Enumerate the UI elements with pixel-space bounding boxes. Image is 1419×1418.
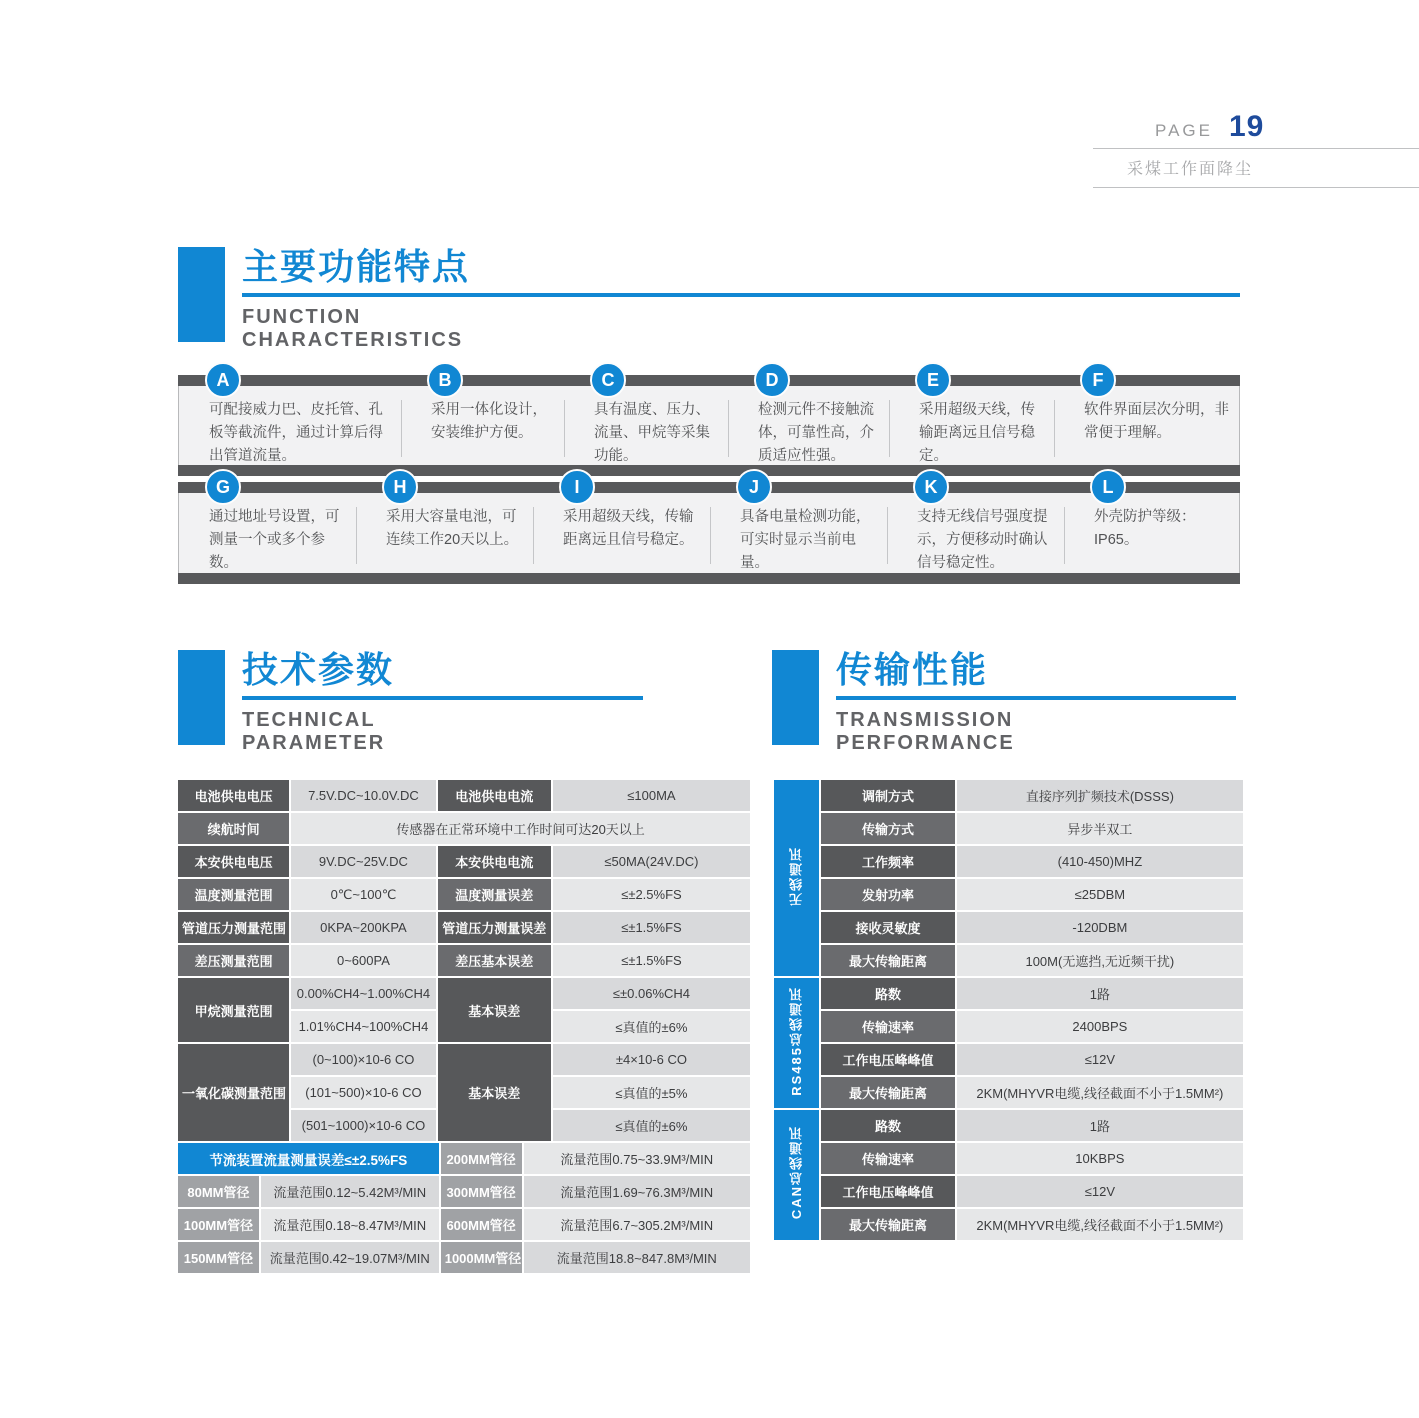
table-cell-label: 本安供电电压 <box>178 846 289 877</box>
feature-text: 通过地址号设置，可测量一个或多个参数。 <box>209 509 340 572</box>
section-accent-square <box>772 650 819 745</box>
table-cell-mid: 80MM管径 <box>178 1176 259 1207</box>
table-cell-value: ≤真值的±6% <box>553 1110 750 1141</box>
table-cell-label: 发射功率 <box>821 879 955 910</box>
table-row <box>178 912 750 943</box>
feature-card-b <box>401 369 564 469</box>
table-cell-value: 2400BPS <box>957 1011 1243 1042</box>
feature-card-h <box>356 476 533 576</box>
table-cell-mid: 300MM管径 <box>441 1176 522 1207</box>
feature-text: 软件界面层次分明，非常便于理解。 <box>1084 402 1229 442</box>
section-underline <box>836 696 1236 700</box>
table-cell-value: (0~100)×10-6 CO <box>291 1044 436 1075</box>
section-underline <box>242 293 1240 297</box>
feature-card-j <box>710 476 887 576</box>
table-cell-label: 管道压力测量误差 <box>438 912 551 943</box>
feature-card-l <box>1064 476 1241 576</box>
table-cell-label: 传输方式 <box>821 813 955 844</box>
vertical-group-text: 无线通讯 <box>789 845 805 906</box>
feature-row-1 <box>178 369 1240 476</box>
section-subtitle-line2: CHARACTERISTICS <box>242 328 464 351</box>
feature-badge: K <box>913 469 949 505</box>
section-subtitle <box>242 306 1240 352</box>
table-cell-value: ≤50MA(24V.DC) <box>553 846 750 877</box>
table-cell-value: ≤真值的±6% <box>553 1011 750 1042</box>
table-row <box>178 780 750 811</box>
table-row <box>178 1143 750 1174</box>
table-cell-value: ±4×10-6 CO <box>553 1044 750 1075</box>
section-header-technical <box>178 650 648 755</box>
section-subtitle-line2: PARAMETER <box>242 731 386 754</box>
page-number: 19 <box>1228 110 1265 143</box>
table-row <box>178 879 750 910</box>
table-cell-value: ≤±1.5%FS <box>553 945 750 976</box>
feature-text: 采用超级天线，传输距离远且信号稳定。 <box>563 509 694 549</box>
table-cell-value: ≤±2.5%FS <box>553 879 750 910</box>
table-row <box>774 813 1243 844</box>
page-label: PAGE <box>1155 121 1213 140</box>
table-row <box>774 1077 1243 1108</box>
table-cell-label: 传输速率 <box>821 1011 955 1042</box>
table-cell-label: 路数 <box>821 978 955 1009</box>
table-cell-value: 7.5V.DC~10.0V.DC <box>291 780 436 811</box>
feature-text: 采用一体化设计，安装维护方便。 <box>431 402 547 442</box>
table-cell-label: 基本误差 <box>438 978 551 1042</box>
table-cell-label: 一氧化碳测量范围 <box>178 1044 289 1141</box>
page-number-row <box>1093 110 1419 146</box>
section-subtitle <box>242 709 648 755</box>
table-group-label <box>774 978 819 1108</box>
feature-text: 外壳防护等级：IP65。 <box>1094 509 1196 549</box>
table-cell-label: 工作电压峰峰值 <box>821 1176 955 1207</box>
table-cell-value: ≤±1.5%FS <box>553 912 750 943</box>
feature-card-c <box>564 369 728 469</box>
table-cell-label: 传输速率 <box>821 1143 955 1174</box>
table-cell-value: ≤100MA <box>553 780 750 811</box>
feature-card-i <box>533 476 710 576</box>
table-cell-label: 管道压力测量范围 <box>178 912 289 943</box>
feature-card-a <box>179 369 401 469</box>
table-cell-value: ≤12V <box>957 1044 1243 1075</box>
table-cell-mid: 200MM管径 <box>441 1143 522 1174</box>
feature-text: 检测元件不接触流体，可靠性高，介质适应性强。 <box>758 402 874 465</box>
transmission-table <box>772 778 1245 1242</box>
section-subtitle-line1: TRANSMISSION <box>836 708 1014 731</box>
vertical-group-text: CAN总线通讯 <box>789 1125 805 1220</box>
table-cell-label: 差压测量范围 <box>178 945 289 976</box>
feature-card-e <box>889 369 1054 469</box>
table-cell-value: 0.00%CH4~1.00%CH4 <box>291 978 436 1009</box>
table-cell-value: 100M(无遮挡,无近频干扰) <box>957 945 1243 976</box>
section-title: 主要功能特点 <box>242 246 471 287</box>
table-cell-value: 10KBPS <box>957 1143 1243 1174</box>
table-cell-value: 1路 <box>957 978 1243 1009</box>
feature-badge: L <box>1090 469 1126 505</box>
table-row <box>774 846 1243 877</box>
section-title: 传输性能 <box>836 649 989 690</box>
table-cell-value: 0℃~100℃ <box>291 879 436 910</box>
section-header-function <box>178 247 1240 352</box>
feature-badge: F <box>1080 362 1116 398</box>
table-cell-value: 流量范围18.8~847.8M³/MIN <box>524 1242 750 1273</box>
feature-card-f <box>1054 369 1241 469</box>
table-row <box>178 978 750 1009</box>
table-cell-value: 传感器在正常环境中工作时间可达20天以上 <box>291 813 750 844</box>
feature-badge: H <box>382 469 418 505</box>
table-cell-label: 本安供电电流 <box>438 846 551 877</box>
feature-grid <box>178 369 1240 465</box>
table-cell-value: -120DBM <box>957 912 1243 943</box>
table-cell-mid: 1000MM管径 <box>441 1242 522 1273</box>
table-row <box>774 1011 1243 1042</box>
table-cell-label: 最大传输距离 <box>821 945 955 976</box>
table-row <box>774 912 1243 943</box>
table-cell-mid: 150MM管径 <box>178 1242 259 1273</box>
flow-range-table <box>176 1141 752 1275</box>
vertical-group-text: RS485总线通讯 <box>789 985 805 1096</box>
page-subtitle: 采煤工作面降尘 <box>1127 161 1254 178</box>
section-underline <box>242 696 643 700</box>
feature-badge: D <box>754 362 790 398</box>
table-cell-label: 调制方式 <box>821 780 955 811</box>
table-row <box>178 813 750 844</box>
table-cell-value: (410-450)MHZ <box>957 846 1243 877</box>
section-subtitle-line2: PERFORMANCE <box>836 731 1015 754</box>
table-row <box>178 945 750 976</box>
feature-card-k <box>887 476 1064 576</box>
table-cell-value: 2KM(MHYVR电缆,线径截面不小于1.5MM²) <box>957 1209 1243 1240</box>
table-cell-value: (501~1000)×10-6 CO <box>291 1110 436 1141</box>
table-cell-value: 流量范围1.69~76.3M³/MIN <box>524 1176 750 1207</box>
section-accent-square <box>178 247 225 342</box>
table-row <box>178 1242 750 1273</box>
table-row <box>774 1143 1243 1174</box>
feature-text: 支持无线信号强度提示，方便移动时确认信号稳定性。 <box>917 509 1048 572</box>
feature-row-top-bar <box>178 482 1240 493</box>
table-row <box>774 1044 1243 1075</box>
table-cell-label: 路数 <box>821 1110 955 1141</box>
table-cell-label: 续航时间 <box>178 813 289 844</box>
table-row <box>178 846 750 877</box>
feature-text: 采用超级天线，传输距离远且信号稳定。 <box>919 402 1035 465</box>
table-cell-label: 接收灵敏度 <box>821 912 955 943</box>
table-cell-value: 流量范围0.18~8.47M³/MIN <box>261 1209 439 1240</box>
table-cell-mid: 100MM管径 <box>178 1209 259 1240</box>
page-header <box>1093 110 1419 188</box>
technical-parameter-table <box>176 778 752 1275</box>
section-subtitle <box>836 709 1242 755</box>
table-cell-value: 异步半双工 <box>957 813 1243 844</box>
table-cell-label: 工作频率 <box>821 846 955 877</box>
table-group-label <box>774 1110 819 1240</box>
feature-badge: G <box>205 469 241 505</box>
feature-text: 可配接威力巴、皮托管、孔板等截流件，通过计算后得出管道流量。 <box>209 402 383 465</box>
section-accent-square <box>178 650 225 745</box>
table-cell-label: 温度测量范围 <box>178 879 289 910</box>
table-row <box>774 1209 1243 1240</box>
table-cell-label: 甲烷测量范围 <box>178 978 289 1042</box>
table-cell-value: ≤12V <box>957 1176 1243 1207</box>
table-cell-label: 差压基本误差 <box>438 945 551 976</box>
feature-badge: A <box>205 362 241 398</box>
feature-badge: B <box>427 362 463 398</box>
section-subtitle-line1: FUNCTION <box>242 305 362 328</box>
table-cell-label: 最大传输距离 <box>821 1209 955 1240</box>
table-cell-value: 流量范围0.12~5.42M³/MIN <box>261 1176 439 1207</box>
table-cell-label: 电池供电电压 <box>178 780 289 811</box>
table-group-label <box>774 780 819 976</box>
table-cell-blue: 节流装置流量测量误差≤±2.5%FS <box>178 1143 439 1174</box>
transmission-performance-table <box>772 778 1245 1242</box>
table-cell-label: 温度测量误差 <box>438 879 551 910</box>
table-cell-value: ≤25DBM <box>957 879 1243 910</box>
table-cell-value: 直接序列扩频技术(DSSS) <box>957 780 1243 811</box>
table-cell-value: (101~500)×10-6 CO <box>291 1077 436 1108</box>
section-subtitle-line1: TECHNICAL <box>242 708 376 731</box>
table-cell-value: 1.01%CH4~100%CH4 <box>291 1011 436 1042</box>
table-cell-mid: 600MM管径 <box>441 1209 522 1240</box>
table-cell-value: 0~600PA <box>291 945 436 976</box>
table-cell-value: ≤±0.06%CH4 <box>553 978 750 1009</box>
table-row <box>178 1209 750 1240</box>
feature-card-d <box>728 369 889 469</box>
table-cell-value: 2KM(MHYVR电缆,线径截面不小于1.5MM²) <box>957 1077 1243 1108</box>
feature-card-g <box>179 476 356 576</box>
table-cell-label: 工作电压峰峰值 <box>821 1044 955 1075</box>
table-cell-value: 流量范围0.75~33.9M³/MIN <box>524 1143 750 1174</box>
table-row <box>178 1176 750 1207</box>
technical-main-table <box>176 778 752 1143</box>
table-row <box>774 1110 1243 1141</box>
feature-text: 具备电量检测功能，可实时显示当前电量。 <box>740 509 871 572</box>
feature-badge: I <box>559 469 595 505</box>
table-cell-label: 基本误差 <box>438 1044 551 1141</box>
feature-text: 具有温度、压力、流量、甲烷等采集功能。 <box>594 402 710 465</box>
table-row <box>774 978 1243 1009</box>
table-cell-value: 9V.DC~25V.DC <box>291 846 436 877</box>
table-cell-value: ≤真值的±5% <box>553 1077 750 1108</box>
feature-badge: J <box>736 469 772 505</box>
feature-badge: C <box>590 362 626 398</box>
feature-badge: E <box>915 362 951 398</box>
feature-text: 采用大容量电池，可连续工作20天以上。 <box>386 509 519 549</box>
feature-grid <box>178 476 1240 573</box>
table-row <box>774 945 1243 976</box>
table-row <box>774 780 1243 811</box>
table-cell-label: 电池供电电流 <box>438 780 551 811</box>
table-cell-value: 流量范围0.42~19.07M³/MIN <box>261 1242 439 1273</box>
table-row <box>178 1044 750 1075</box>
table-cell-label: 最大传输距离 <box>821 1077 955 1108</box>
table-cell-value: 流量范围6.7~305.2M³/MIN <box>524 1209 750 1240</box>
table-cell-value: 1路 <box>957 1110 1243 1141</box>
section-title: 技术参数 <box>242 649 395 690</box>
table-cell-value: 0KPA~200KPA <box>291 912 436 943</box>
header-divider-bottom <box>1093 187 1419 188</box>
feature-row-2 <box>178 476 1240 584</box>
table-row <box>774 879 1243 910</box>
section-header-transmission <box>772 650 1242 755</box>
table-row <box>774 1176 1243 1207</box>
